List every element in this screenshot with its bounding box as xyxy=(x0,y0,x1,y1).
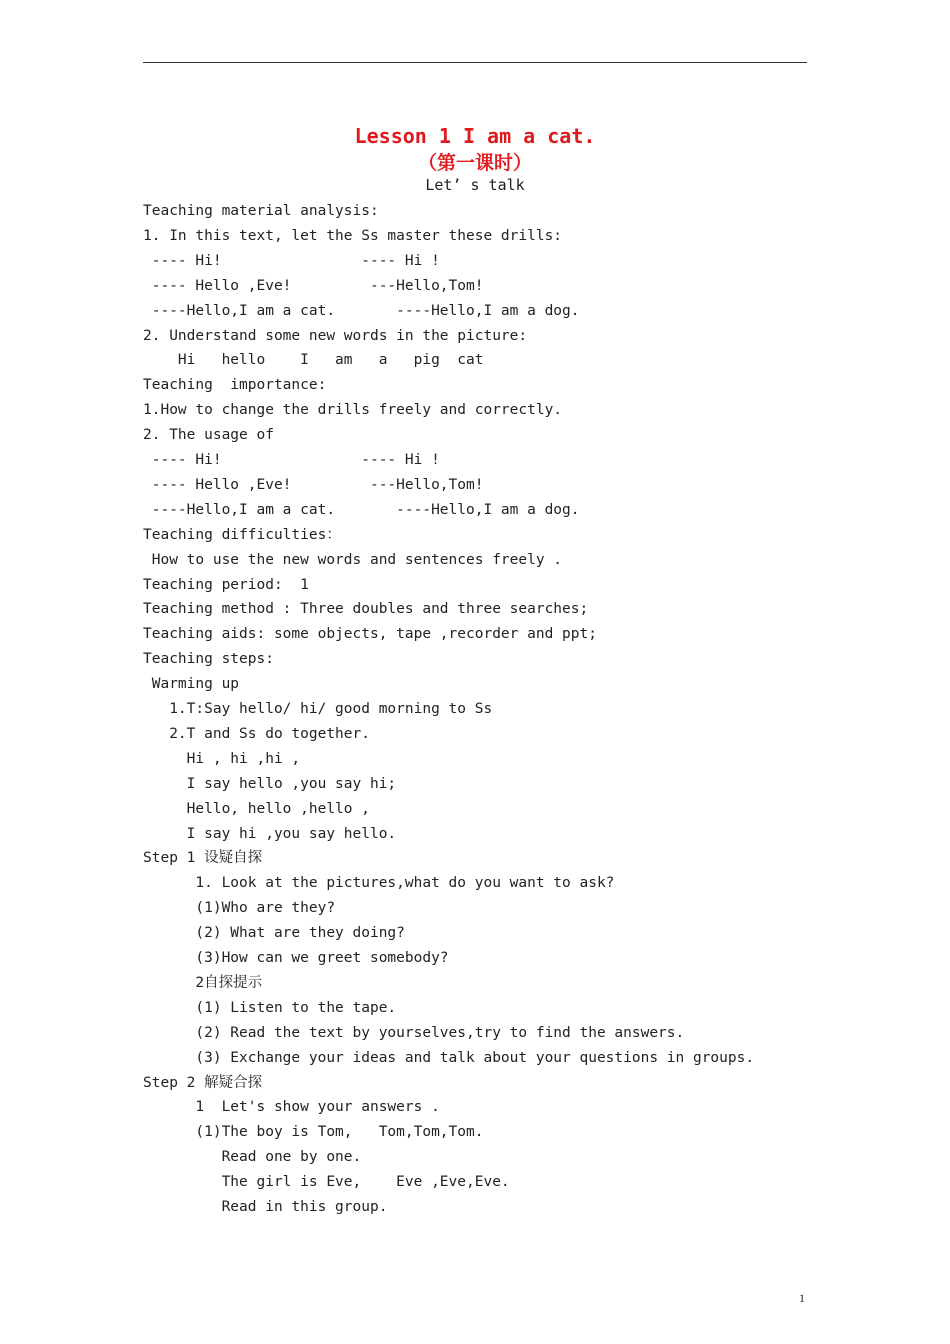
text-line: 1. In this text, let the Ss master these drills: xyxy=(143,227,563,244)
text-line: Read one by one. xyxy=(143,1149,362,1166)
text-line: ---- Hi! ---- Hi ! xyxy=(143,452,440,468)
text-line: 1.How to change the drills freely and correctly. xyxy=(143,402,563,419)
text-line: ----Hello,I am a cat. ----Hello,I am a dog. xyxy=(143,302,580,319)
text-line: ----Hello,I am a cat. ----Hello,I am a dog. xyxy=(143,501,580,518)
text-line: 1 Let's show your answers . xyxy=(143,1099,440,1116)
text-line: Read in this group. xyxy=(143,1199,388,1215)
header-rule xyxy=(143,62,807,63)
text-line: 1.T:Say hello/ hi/ good morning to Ss xyxy=(143,701,493,717)
text-line: Teaching material analysis: xyxy=(143,203,379,219)
text-line: Hi , hi ,hi , xyxy=(143,750,301,767)
text-line: Teaching method : Three doubles and three searches; xyxy=(143,601,589,618)
section-heading: Let’ s talk xyxy=(425,176,525,194)
text-line: The girl is Eve, Eve ,Eve,Eve. xyxy=(143,1174,510,1191)
text-line: Hi hello I am a pig cat xyxy=(143,352,484,369)
text-line: (2) What are they doing? xyxy=(143,925,405,942)
text-line: (3)How can we greet somebody? xyxy=(143,950,449,966)
text-line: Teaching importance: xyxy=(143,377,327,394)
text-line: Step 2 解疑合探 xyxy=(143,1074,263,1091)
lesson-title: Lesson 1 I am a cat. xyxy=(354,124,596,148)
text-line: How to use the new words and sentences freely . xyxy=(143,551,563,568)
text-line: Teaching aids: some objects, tape ,recorder and ppt; xyxy=(143,626,597,643)
text-line: Step 1 设疑自探 xyxy=(143,850,263,867)
text-line: Hello, hello ,hello , xyxy=(143,800,370,817)
text-line: ---- Hi! ---- Hi ! xyxy=(143,252,440,269)
text-line: Teaching period: 1 xyxy=(143,576,309,593)
text-line: 1. Look at the pictures,what do you want to ask? xyxy=(143,875,615,892)
text-line: 2.T and Ss do together. xyxy=(143,725,370,742)
lesson-subtitle: （第一课时） xyxy=(417,152,532,174)
text-line: I say hello ,you say hi; xyxy=(143,775,397,792)
text-line: (1)The boy is Tom, Tom,Tom,Tom. xyxy=(143,1124,484,1141)
text-line: (3) Exchange your ideas and talk about your questions in groups. xyxy=(143,1049,755,1066)
text-line: Teaching difficulties： xyxy=(143,526,341,543)
page-number: 1 xyxy=(799,1291,805,1305)
text-line: Teaching steps: xyxy=(143,651,274,668)
text-line: 2. The usage of xyxy=(143,427,274,444)
text-line: (1)Who are they? xyxy=(143,900,336,917)
text-line: ---- Hello ,Eve! ---Hello,Tom! xyxy=(143,277,484,294)
text-line: 2自探提示 xyxy=(143,974,263,991)
text-line: 2. Understand some new words in the picture: xyxy=(143,327,528,344)
text-line: (1) Listen to the tape. xyxy=(143,999,397,1016)
text-line: ---- Hello ,Eve! ---Hello,Tom! xyxy=(143,476,484,493)
text-line: Warming up xyxy=(143,676,240,693)
text-line: I say hi ,you say hello. xyxy=(143,825,397,842)
text-line: (2) Read the text by yourselves,try to find the answers. xyxy=(143,1024,685,1041)
